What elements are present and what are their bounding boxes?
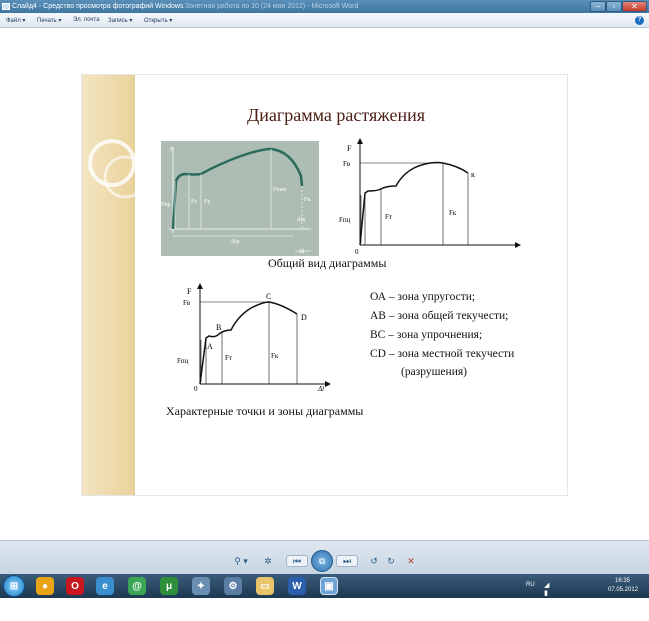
schematic-k-label: к [471,170,475,179]
points-fv-label: Fв [183,299,191,307]
menu-email[interactable]: Эл. почта [73,17,100,23]
menu-bar [0,13,649,28]
schematic-zero-label: 0 [355,248,359,256]
tray-icons[interactable]: ◢ ▮ ✉ ⚑ ◂) [544,582,551,621]
point-c-label: C [266,292,272,301]
photo-dlk-label: Δlк [297,217,306,223]
next-button[interactable]: ⏭ [336,555,358,567]
points-f-label: F [187,287,192,296]
characteristic-points-diagram [163,280,333,392]
decor-circles [82,75,135,495]
menu-burn[interactable]: Запись ▾ [108,18,133,24]
app-icon-2[interactable]: ✦ [192,577,210,595]
maximize-button[interactable]: ▫ [606,1,622,12]
clock-time[interactable]: 16:35 [615,578,631,584]
zone-cd: СD – зона местной текучести [370,348,515,360]
menu-print[interactable]: Печать ▾ [37,18,62,24]
start-button[interactable]: ⊞ [3,575,25,597]
zone-ab: АВ – зона общей текучести; [370,310,509,322]
caption-general-view: Общий вид диаграммы [268,256,387,270]
chrome-icon[interactable]: ● [36,577,54,595]
slideshow-button[interactable]: ⧉ [311,550,333,572]
slide-decor-margin [82,75,135,495]
schematic-fpts-label: Fпц [339,216,351,224]
zone-oa: ОА – зона упругости; [370,291,476,303]
photo-dl-label: Δl [299,249,305,255]
photo-viewer-taskbar-icon[interactable]: ▣ [320,577,338,595]
photo-dlp-label: Δlр [231,239,240,245]
minimize-button[interactable]: – [590,1,606,12]
slide-image [81,74,568,496]
points-zero-label: 0 [194,385,198,392]
photo-fe-label: Fе [191,199,197,205]
rotate-right-button[interactable]: ↻ [387,555,395,566]
rotate-left-button[interactable]: ↺ [370,555,378,566]
previous-button[interactable]: ⏮ [286,555,308,567]
background-window-title: Зачетная работа по 10 (24 мая 2012) - Microsoft Word [185,3,359,10]
photo-f-label: F [170,147,174,153]
schematic-fv-label: Fв [343,160,351,168]
point-a-label: A [207,342,213,351]
point-b-label: B [216,323,222,332]
photo-fpr-label: Fпр [161,202,171,208]
photo-tension-diagram [161,141,319,256]
photo-fk-label: Fк [304,197,311,203]
point-d-label: D [301,313,307,322]
schematic-ft-label: Fт [385,213,392,221]
close-button[interactable]: ✕ [622,1,647,12]
clock-date[interactable]: 07.05.2012 [608,587,639,593]
window-title-bar [0,0,649,13]
torrent-icon[interactable]: μ [160,577,178,595]
slide-title: Диаграмма растяжения [247,105,426,125]
photo-fy-label: Fу [204,199,211,205]
schematic-tension-diagram [333,133,523,258]
mail-icon[interactable]: @ [128,577,146,595]
language-indicator[interactable]: RU [526,582,535,588]
points-fk-label: Fк [271,352,279,360]
points-fpts-label: Fпц [177,357,189,365]
app-icon [2,3,10,10]
points-ft-label: Fт [225,354,232,362]
taskbar [0,574,649,621]
app-icon-3[interactable]: ⚙ [224,577,242,595]
help-button[interactable]: ? [635,16,644,25]
folder-icon[interactable]: ▭ [256,577,274,595]
schematic-fk-label: Fк [449,209,457,217]
photo-fmax-label: Fmax [273,187,287,193]
zone-cd-cont: (разрушения) [401,366,467,378]
ie-icon[interactable]: e [96,577,114,595]
zoom-control[interactable]: ⚲ ▾ [234,555,248,566]
viewer-controls-bar [0,540,649,574]
schematic-f-label: F [347,144,352,153]
window-title: Слайд4 - Средство просмотра фотографий Windows [12,3,184,10]
points-dl-label: Δl [318,385,325,392]
menu-open[interactable]: Открыть ▾ [144,18,173,24]
word-icon[interactable]: W [288,577,306,595]
delete-button[interactable]: ✕ [407,555,415,566]
menu-file[interactable]: Файл ▾ [6,18,26,24]
actual-size-button[interactable]: ✲ [264,555,272,566]
opera-icon[interactable]: O [66,577,84,595]
zone-bc: ВС – зона упрочнения; [370,329,483,341]
caption-characteristic-points: Характерные точки и зоны диаграммы [166,404,364,418]
